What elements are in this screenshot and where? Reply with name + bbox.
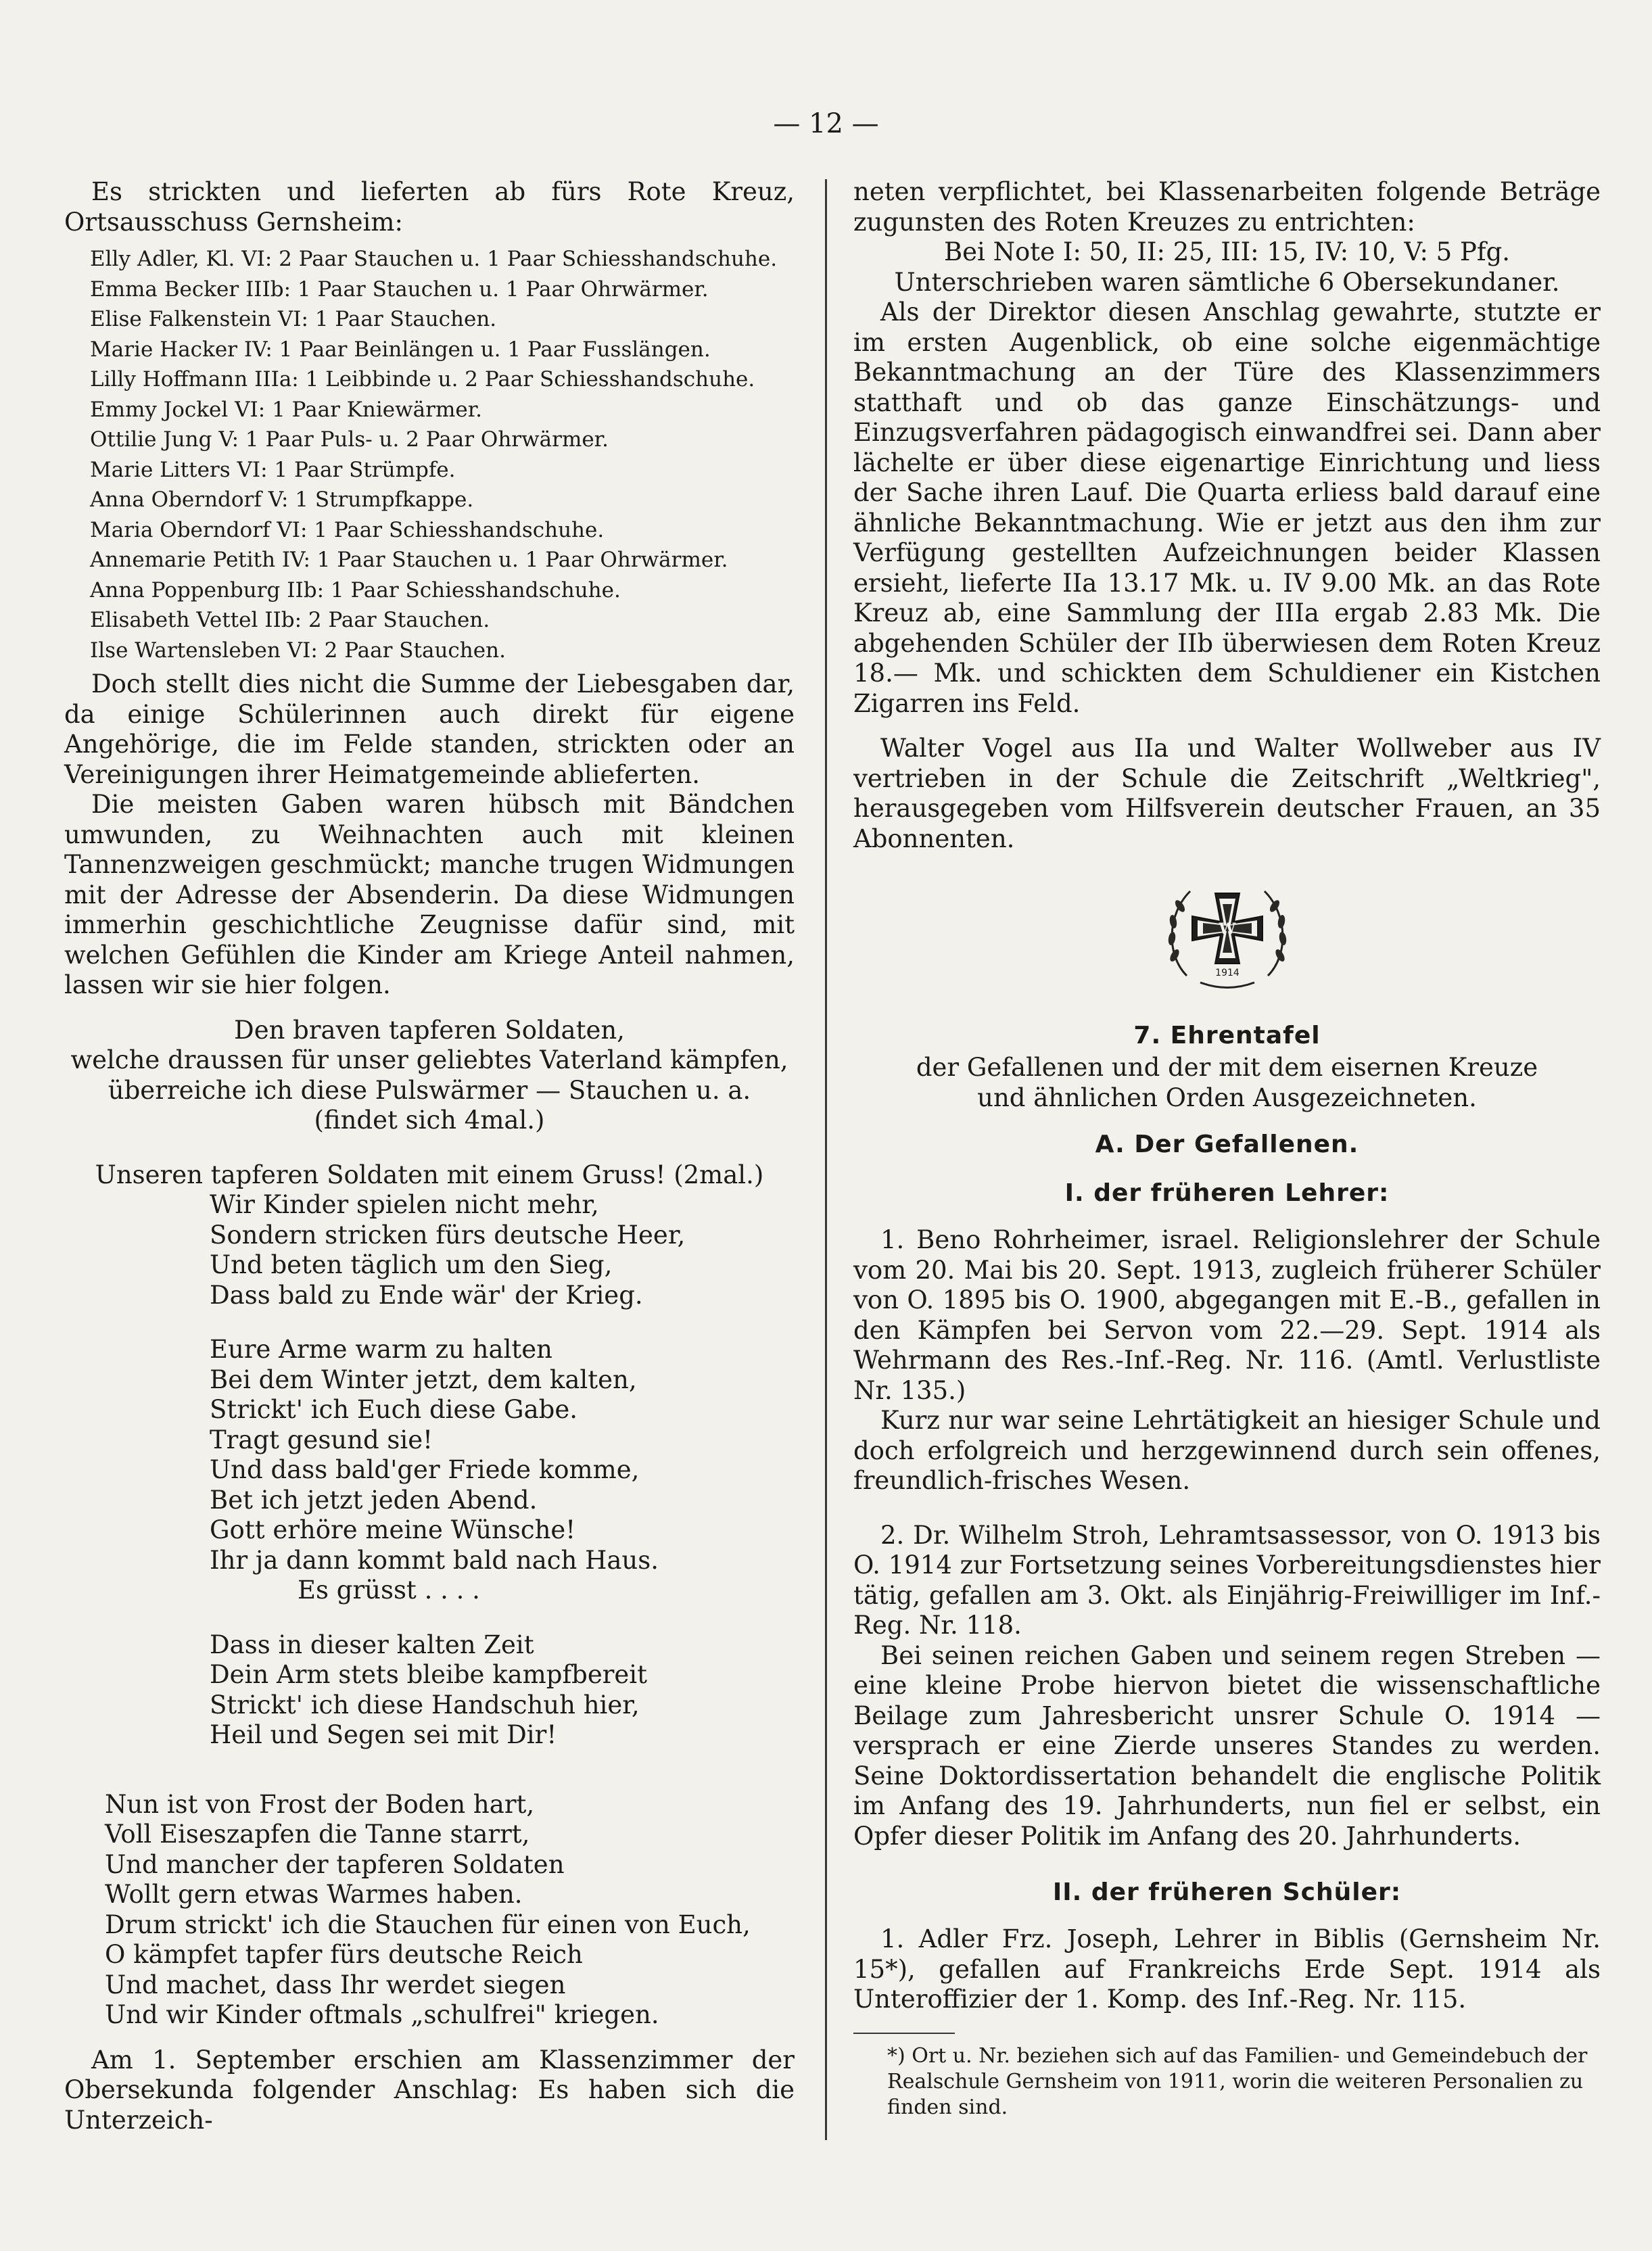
dedication-line: überreiche ich diese Pulswärmer — Stauchen u. a. bbox=[108, 1075, 751, 1105]
paragraph: neten verpflichtet, bei Klassenarbeiten folgende Beträge zugunsten des Roten Kreuzes zu entrichten: bbox=[853, 177, 1601, 237]
poem bbox=[210, 1190, 795, 1310]
subheading: der Gefallenen und der mit dem eisernen Kreuze bbox=[916, 1053, 1538, 1082]
poem-line: Tragt gesund sie! bbox=[210, 1425, 433, 1454]
dedication-line: (findet sich 4mal.) bbox=[314, 1106, 545, 1135]
poem-line: Heil und Segen sei mit Dir! bbox=[210, 1720, 557, 1749]
poem bbox=[210, 1335, 795, 1606]
right-column bbox=[853, 177, 1601, 2120]
list-item: Maria Oberndorf VI: 1 Paar Schiesshandschuhe. bbox=[90, 517, 605, 542]
list-item: Elisabeth Vettel IIb: 2 Paar Stauchen. bbox=[90, 608, 490, 632]
poem-line: Gott erhöre meine Wünsche! bbox=[210, 1515, 576, 1544]
paragraph: Walter Vogel aus IIa und Walter Wollweber aus IV vertrieben in der Schule die Zeitschrift „Weltkrieg", herausgegeben vom Hilfsverein deutscher Frauen, an 35 Abonnenten. bbox=[853, 734, 1601, 853]
paragraph: Doch stellt dies nicht die Summe der Liebesgaben dar, da einige Schülerinnen auch direkt für eigene Angehörige, die im Felde standen, strickten oder an Vereinigungen ihrer Heimatgemeinde ablieferten. bbox=[64, 669, 795, 789]
memorial-entry: 2. Dr. Wilhelm Stroh, Lehramtsassessor, von O. 1913 bis O. 1914 zur Fortsetzung seines Vorbereitungsdienstes hier tätig, gefallen am 3. Okt. als Einjährig-Freiwilliger im Inf.-Reg. Nr. 118. bbox=[853, 1520, 1601, 1640]
list-item: Elise Falkenstein VI: 1 Paar Stauchen. bbox=[90, 307, 497, 331]
poem-line: Und machet, dass Ihr werdet siegen bbox=[105, 1970, 566, 1999]
poem-line: Nun ist von Frost der Boden hart, bbox=[105, 1789, 535, 1819]
cross-letter: W bbox=[1219, 920, 1235, 938]
page-number: — 12 — bbox=[773, 108, 879, 139]
poem-line: Sondern stricken fürs deutsche Heer, bbox=[210, 1220, 686, 1250]
poem-line: Strickt' ich Euch diese Gabe. bbox=[210, 1395, 577, 1424]
list-item: Ilse Wartensleben VI: 2 Paar Stauchen. bbox=[90, 638, 506, 663]
memorial-entry: Bei seinen reichen Gaben und seinem regen Streben — eine kleine Probe hiervon bietet die wissenschaftliche Beilage zum Jahresbericht unsrer Schule O. 1914 — versprach er eine Zierde unseres Standes zu werden. Seine Doktordissertation behandelt die englische Politik im Anfang des 19. Jahrhunderts, nun fiel er selbst, ein Opfer dieser Politik im Anfang des 20. Jahrhunderts. bbox=[853, 1640, 1601, 1851]
poem-line: Ihr ja dann kommt bald nach Haus. bbox=[210, 1545, 659, 1575]
poem-line: Bei dem Winter jetzt, dem kalten, bbox=[210, 1365, 637, 1394]
dedication-line: Den braven tapferen Soldaten, bbox=[234, 1015, 625, 1045]
poem-line: Strickt' ich diese Handschuh hier, bbox=[210, 1690, 640, 1720]
memorial-entry: 1. Adler Frz. Joseph, Lehrer in Biblis (Gernsheim Nr. 15*), gefallen auf Frankreichs Erde Sept. 1914 als Unteroffizier der 1. Komp. des Inf.-Reg. Nr. 115. bbox=[853, 1924, 1601, 2014]
list-item: Emma Becker IIIb: 1 Paar Stauchen u. 1 Paar Ohrwärmer. bbox=[90, 277, 709, 302]
poem bbox=[210, 1630, 795, 1751]
section-heading-i: I. der früheren Lehrer: bbox=[1064, 1179, 1390, 1207]
poem-signature: Es grüsst . . . . bbox=[298, 1575, 480, 1605]
subheading: und ähnlichen Orden Ausgezeichneten. bbox=[977, 1083, 1477, 1112]
signature-note: Unterschrieben waren sämtliche 6 Obersekundaner. bbox=[894, 267, 1560, 297]
list-item: Emmy Jockel VI: 1 Paar Kniewärmer. bbox=[90, 397, 482, 422]
paragraph: Am 1. September erschien am Klassenzimmer der Obersekunda folgender Anschlag: Es haben sich die Unterzeich- bbox=[64, 2045, 795, 2135]
footnote: *) Ort u. Nr. beziehen sich auf das Familien- und Gemeindebuch der Realschule Gernsheim von 1911, worin die weiteren Personalien zu finden sind. bbox=[887, 2043, 1588, 2119]
memorial-entry: 1. Beno Rohrheimer, israel. Religionslehrer der Schule vom 20. Mai bis 20. Sept. 1913, zugleich früherer Schüler von O. 1895 bis O. 1900, abgegangen mit E.-B., gefallen in den Kämpfen bei Servon vom 22.—29. Sept. 1914 als Wehrmann des Res.-Inf.-Reg. Nr. 116. (Amtl. Verlustliste Nr. 135.) bbox=[853, 1225, 1601, 1405]
paragraph: Als der Direktor diesen Anschlag gewahrte, stutzte er im ersten Augenblick, ob eine solche eigenmächtige Bekanntmachung an der Türe des Klassenzimmers statthaft und ob das ganze Einschätzungs- und Einzugsverfahren pädagogisch einwandfrei sei. Dann aber lächelte er über diese eigenartige Einrichtung und liess der Sache ihren Lauf. Die Quarta erliess bald darauf eine ähnliche Bekanntmachung. Wie er jetzt aus den ihm zur Verfügung gestellten Aufzeichnungen beider Klassen ersieht, lieferte IIa 13.17 Mk. u. IV 9.00 Mk. an das Rote Kreuz ab, eine Sammlung der IIIa ergab 2.83 Mk. Die abgehenden Schüler der IIb überwiesen dem Roten Kreuz 18.— Mk. und schickten dem Schuldiener ein Kistchen Zigarren ins Feld. bbox=[853, 298, 1601, 718]
poem-line: Voll Eiseszapfen die Tanne starrt, bbox=[105, 1820, 530, 1849]
poem-line: Bet ich jetzt jeden Abend. bbox=[210, 1485, 538, 1515]
poem-line: Wollt gern etwas Warmes haben. bbox=[105, 1880, 523, 1909]
grade-scale: Bei Note I: 50, II: 25, III: 15, IV: 10, V: 5 Pfg. bbox=[943, 237, 1511, 266]
section-heading: 7. Ehrentafel bbox=[1133, 1022, 1321, 1049]
list-item: Anna Oberndorf V: 1 Strumpfkappe. bbox=[90, 488, 474, 512]
list-item: Marie Hacker IV: 1 Paar Beinlängen u. 1 Paar Fusslängen. bbox=[90, 337, 711, 362]
left-column bbox=[64, 177, 795, 2135]
poem-line: Wir Kinder spielen nicht mehr, bbox=[210, 1190, 599, 1219]
poem-line: Drum strickt' ich die Stauchen für einen von Euch, bbox=[105, 1910, 751, 1939]
iron-cross-icon bbox=[1160, 874, 1295, 1003]
poem-line: O kämpfet tapfer fürs deutsche Reich bbox=[105, 1940, 583, 1969]
list-item: Annemarie Petith IV: 1 Paar Stauchen u. 1 Paar Ohrwärmer. bbox=[90, 548, 728, 572]
list-item: Lilly Hoffmann IIIa: 1 Leibbinde u. 2 Paar Schiesshandschuhe. bbox=[90, 367, 755, 392]
list-item: Marie Litters VI: 1 Paar Strümpfe. bbox=[90, 457, 456, 482]
poem-line: Dein Arm stets bleibe kampfbereit bbox=[210, 1660, 648, 1689]
poem-line: Und dass bald'ger Friede komme, bbox=[210, 1455, 640, 1484]
list-item: Anna Poppenburg IIb: 1 Paar Schiesshandschuhe. bbox=[90, 577, 621, 602]
memorial-entry: Kurz nur war seine Lehrtätigkeit an hiesiger Schule und doch erfolgreich und herzgewinnend durch sein offenes, freundlich-frisches Wesen. bbox=[853, 1406, 1601, 1495]
column-divider bbox=[825, 179, 827, 2140]
cross-year: 1914 bbox=[1214, 968, 1240, 978]
greeting-line: Unseren tapferen Soldaten mit einem Gruss! (2mal.) bbox=[95, 1160, 764, 1189]
poem-line: Und mancher der tapferen Soldaten bbox=[105, 1849, 565, 1879]
dedication-line: welche draussen für unser geliebtes Vaterland kämpfen, bbox=[70, 1045, 788, 1074]
iron-cross-emblem bbox=[853, 874, 1601, 1003]
paragraph: Die meisten Gaben waren hübsch mit Bändchen umwunden, zu Weihnachten auch mit kleinen Tannenzweigen geschmückt; manche trugen Widmungen mit der Adresse der Absenderin. Da diese Widmungen immerhin geschichtliche Zeugnisse dafür sind, mit welchen Gefühlen die Kinder am Kriege Anteil nahmen, lassen wir sie hier folgen. bbox=[64, 790, 795, 999]
footnote-rule bbox=[853, 2033, 955, 2034]
donor-list bbox=[90, 244, 795, 665]
section-heading-a: A. Der Gefallenen. bbox=[1095, 1131, 1359, 1158]
section-heading-ii: II. der früheren Schüler: bbox=[1052, 1878, 1402, 1906]
list-item: Ottilie Jung V: 1 Paar Puls- u. 2 Paar Ohrwärmer. bbox=[90, 427, 609, 452]
poem-line: Eure Arme warm zu halten bbox=[210, 1335, 552, 1364]
poem-line: Dass bald zu Ende wär' der Krieg. bbox=[210, 1280, 643, 1310]
intro-paragraph: Es strickten und lieferten ab fürs Rote Kreuz, Ortsausschuss Gernsheim: bbox=[64, 177, 795, 237]
poem bbox=[105, 1790, 795, 2031]
poem-line: Und wir Kinder oftmals „schulfrei" kriegen. bbox=[105, 2000, 659, 2029]
poem-line: Dass in dieser kalten Zeit bbox=[210, 1630, 534, 1659]
poem-line: Und beten täglich um den Sieg, bbox=[210, 1250, 613, 1279]
list-item: Elly Adler, Kl. VI: 2 Paar Stauchen u. 1 Paar Schiesshandschuhe. bbox=[90, 247, 778, 271]
